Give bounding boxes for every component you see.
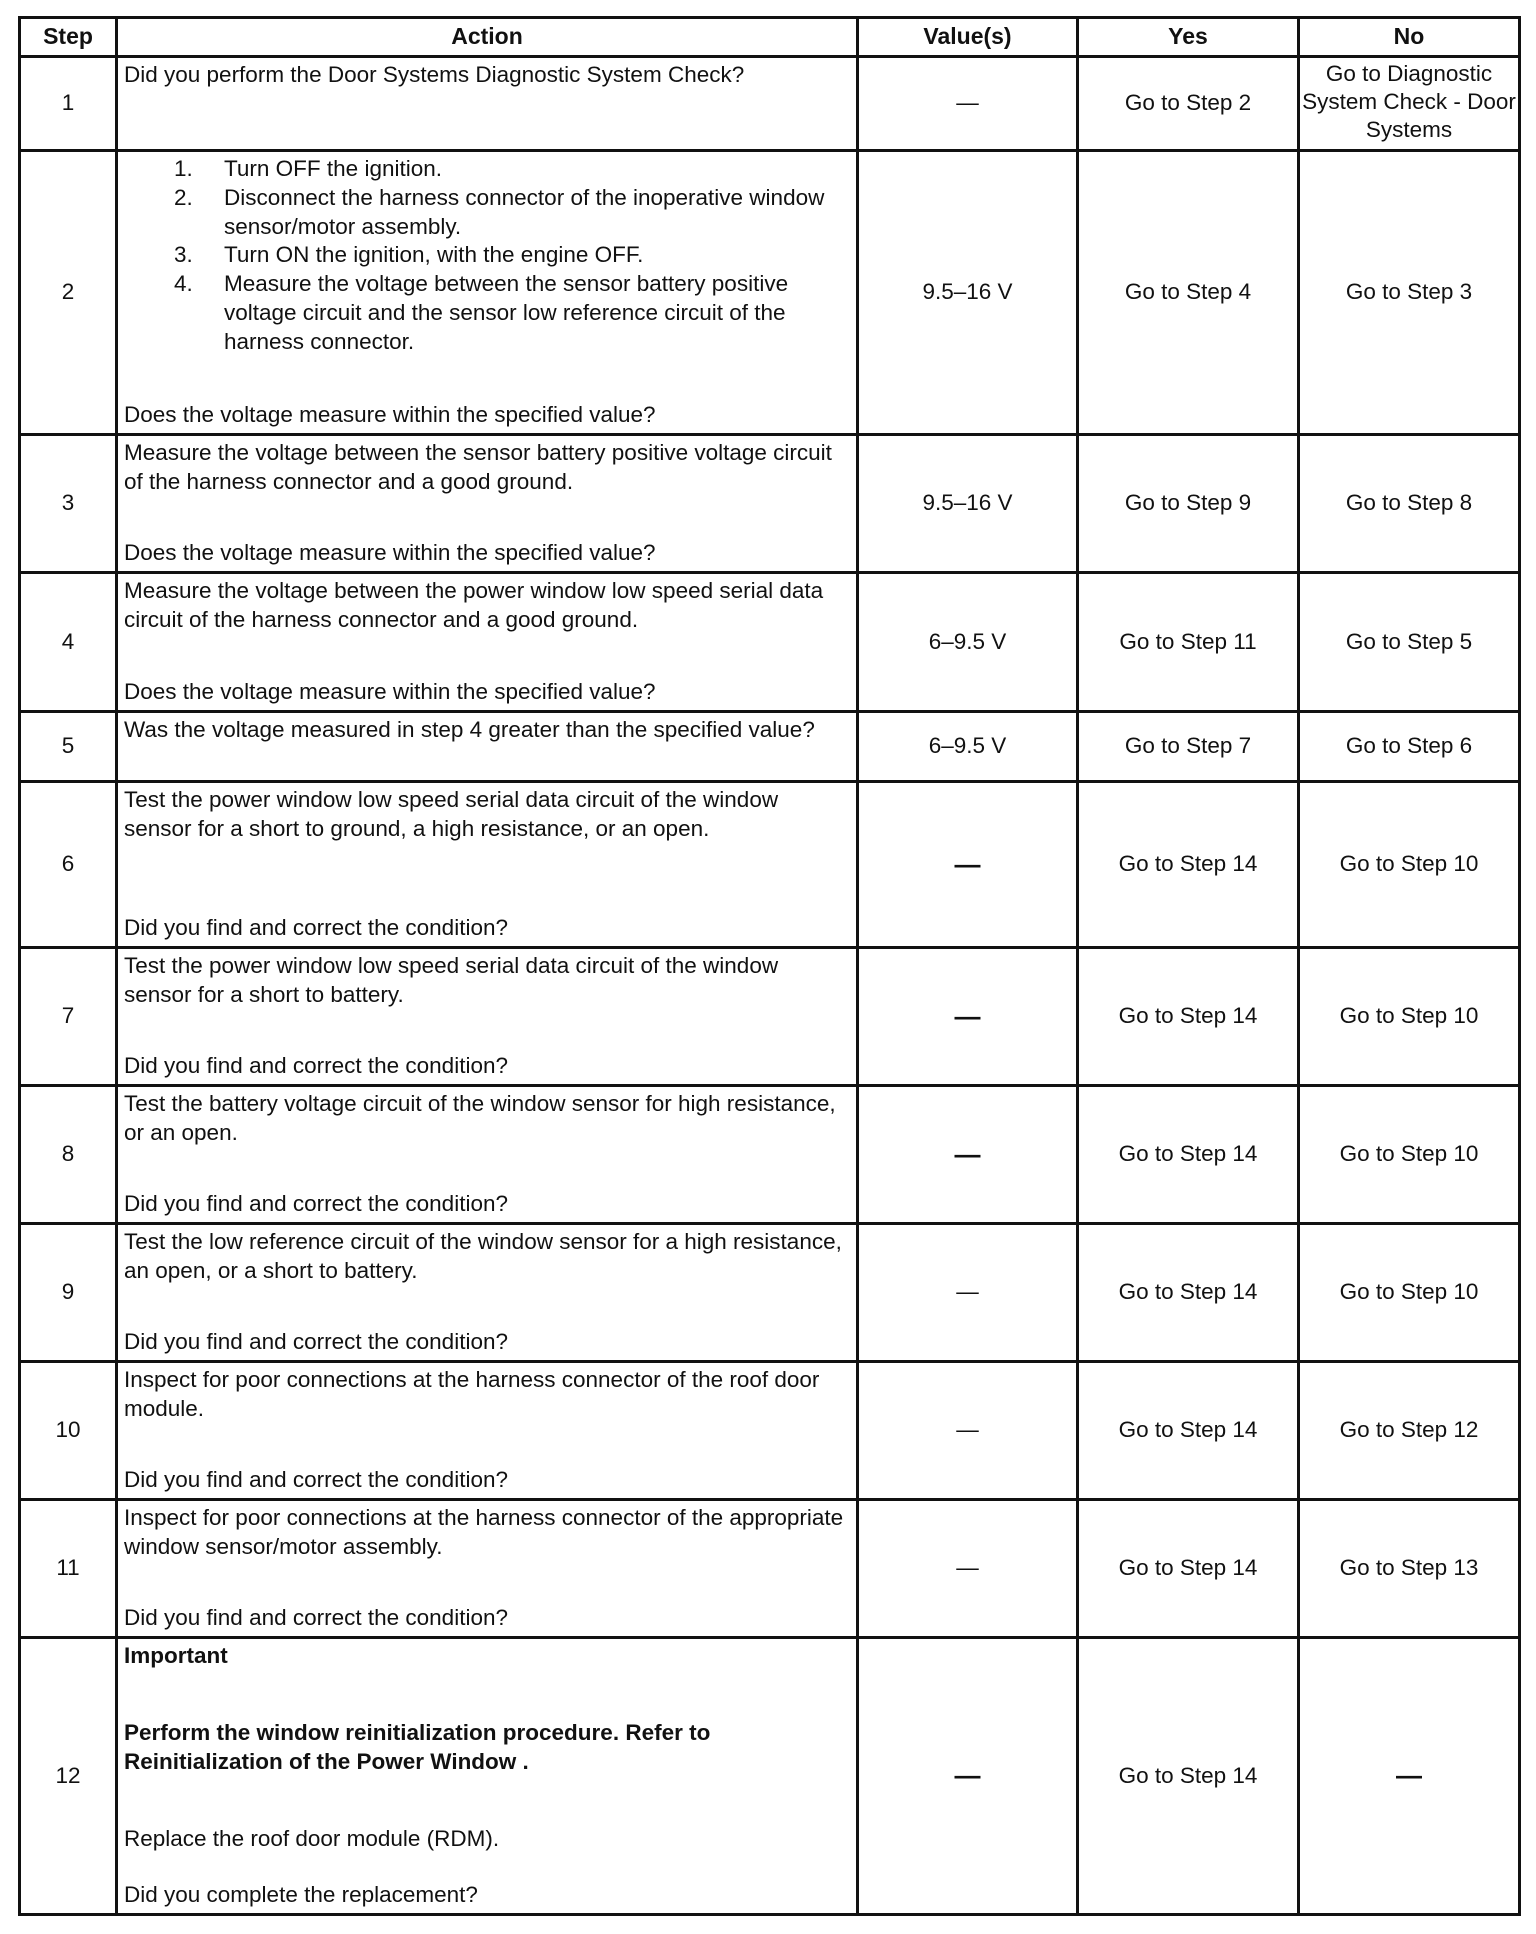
list-item [174,270,850,356]
step-number: 7 [20,948,117,1086]
table-row [20,1638,1520,1915]
step-number: 1 [20,57,117,151]
value-cell [858,1362,1078,1500]
value-text: — [956,90,979,116]
action-cell [117,782,858,948]
no-link[interactable]: Go to Step 8 [1299,435,1520,573]
action-text: Test the low reference circuit of the window sensor for a high resistance, an open, or a short to battery. [124,1229,842,1283]
yes-link[interactable]: Go to Step 14 [1078,1224,1299,1362]
important-text: Perform the window reinitialization procedure. Refer to Reinitialization of the Power Window . [124,1720,711,1774]
table-row [20,1500,1520,1638]
action-text: Test the power window low speed serial data circuit of the window sensor for a short to ground, a high resistance, or an open. [124,787,779,841]
header-values: Value(s) [858,18,1078,57]
value-text: — [954,1760,981,1791]
header-action: Action [117,18,858,57]
value-cell [858,1500,1078,1638]
action-question: Did you find and correct the condition? [124,1191,508,1217]
value-text: 6–9.5 V [928,628,1007,654]
step-number: 3 [20,435,117,573]
yes-link[interactable]: Go to Step 14 [1078,948,1299,1086]
action-question: Did you find and correct the condition? [124,1329,508,1355]
table-row [20,782,1520,948]
action-text: Test the battery voltage circuit of the window sensor for high resistance, or an open. [124,1091,836,1145]
value-cell [858,573,1078,712]
list-item [174,155,850,184]
step-number: 11 [20,1500,117,1638]
list-item-number: 3. [174,242,193,268]
yes-link[interactable]: Go to Step 4 [1078,151,1299,435]
action-cell [117,1224,858,1362]
action-question: Did you find and correct the condition? [124,1467,508,1493]
yes-link[interactable]: Go to Step 11 [1078,573,1299,712]
list-item-text: Turn ON the ignition, with the engine OFF. [224,242,644,268]
table-row [20,151,1520,435]
step-number: 10 [20,1362,117,1500]
value-cell [858,712,1078,782]
value-cell [858,948,1078,1086]
header-row [20,18,1520,57]
action-question: Does the voltage measure within the specified value? [124,679,656,705]
action-cell [117,1086,858,1224]
no-link[interactable]: Go to Diagnostic System Check - Door Systems [1299,57,1520,151]
value-cell [858,1224,1078,1362]
action-text: Measure the voltage between the sensor battery positive voltage circuit of the harness connector and a good ground. [124,440,832,494]
value-text: — [954,1138,981,1169]
action-text: Replace the roof door module (RDM). [124,1826,500,1852]
action-question: Did you complete the replacement? [124,1882,478,1908]
action-cell [117,1638,858,1915]
step-number: 6 [20,782,117,948]
action-text: Did you perform the Door Systems Diagnostic System Check? [124,62,745,87]
action-question: Does the voltage measure within the specified value? [124,540,656,566]
table-row [20,435,1520,573]
table-row [20,57,1520,151]
value-text: 6–9.5 V [928,733,1007,759]
list-item-number: 1. [174,156,193,181]
list-item [174,184,850,242]
list-item-text: Measure the voltage between the sensor battery positive voltage circuit and the sensor low reference circuit of the harness connector. [224,271,789,354]
yes-link[interactable]: Go to Step 7 [1078,712,1299,782]
action-text: Inspect for poor connections at the harness connector of the appropriate window sensor/motor assembly. [124,1505,844,1559]
diagnostic-table [18,16,1521,1916]
no-link[interactable]: Go to Step 13 [1299,1500,1520,1638]
step-number: 12 [20,1638,117,1915]
action-text: Test the power window low speed serial data circuit of the window sensor for a short to battery. [124,953,779,1007]
list-item-text: Disconnect the harness connector of the inoperative window sensor/motor assembly. [224,184,825,239]
yes-link[interactable]: Go to Step 14 [1078,1362,1299,1500]
value-cell [858,782,1078,948]
value-cell [858,57,1078,151]
table-row [20,1362,1520,1500]
value-text: 9.5–16 V [922,490,1013,516]
table-row [20,1224,1520,1362]
step-number: 5 [20,712,117,782]
list-item [174,241,850,270]
value-text: — [956,1279,979,1305]
no-link[interactable]: Go to Step 10 [1299,948,1520,1086]
action-text: Measure the voltage between the power window low speed serial data circuit of the harness connector and a good ground. [124,578,824,632]
action-cell [117,1362,858,1500]
header-yes: Yes [1078,18,1299,57]
yes-link[interactable]: Go to Step 14 [1078,1086,1299,1224]
list-item-text: Turn OFF the ignition. [224,156,443,181]
step-number: 8 [20,1086,117,1224]
action-cell [117,151,858,435]
yes-link[interactable]: Go to Step 9 [1078,435,1299,573]
value-text: — [956,1417,979,1443]
value-cell [858,1086,1078,1224]
no-link[interactable]: Go to Step 10 [1299,782,1520,948]
table-row [20,1086,1520,1224]
value-cell [858,1638,1078,1915]
action-question: Does the voltage measure within the specified value? [124,402,656,428]
action-text: Inspect for poor connections at the harness connector of the roof door module. [124,1367,820,1421]
list-item-number: 2. [174,184,193,210]
action-cell [117,573,858,712]
step-number: 4 [20,573,117,712]
no-link[interactable]: Go to Step 10 [1299,1086,1520,1224]
value-text: — [956,1555,979,1581]
action-text: Was the voltage measured in step 4 greater than the specified value? [124,717,815,742]
no-dash: — [1396,1760,1422,1791]
no-link[interactable]: Go to Step 12 [1299,1362,1520,1500]
no-link[interactable]: Go to Step 5 [1299,573,1520,712]
procedure-list [124,155,850,357]
value-cell [858,435,1078,573]
action-question: Did you find and correct the condition? [124,915,508,941]
header-step: Step [20,18,117,57]
step-number: 9 [20,1224,117,1362]
action-question: Did you find and correct the condition? [124,1053,508,1079]
table-row [20,712,1520,782]
yes-link[interactable]: Go to Step 14 [1078,1500,1299,1638]
important-heading: Important [124,1643,228,1668]
action-cell [117,948,858,1086]
action-cell [117,1500,858,1638]
table-row [20,573,1520,712]
value-cell [858,151,1078,435]
yes-link[interactable]: Go to Step 14 [1078,1638,1299,1915]
value-text: — [954,848,981,879]
yes-link[interactable]: Go to Step 2 [1078,57,1299,151]
action-cell [117,712,858,782]
step-number: 2 [20,151,117,435]
table-row [20,948,1520,1086]
no-link[interactable]: Go to Step 3 [1299,151,1520,435]
no-link[interactable]: Go to Step 6 [1299,712,1520,782]
no-value [1299,1638,1520,1915]
no-link[interactable]: Go to Step 10 [1299,1224,1520,1362]
yes-link[interactable]: Go to Step 14 [1078,782,1299,948]
action-question: Did you find and correct the condition? [124,1605,508,1631]
value-text: 9.5–16 V [922,279,1013,305]
action-cell [117,435,858,573]
header-no: No [1299,18,1520,57]
action-cell [117,57,858,151]
value-text: — [954,1000,981,1031]
list-item-number: 4. [174,271,193,297]
